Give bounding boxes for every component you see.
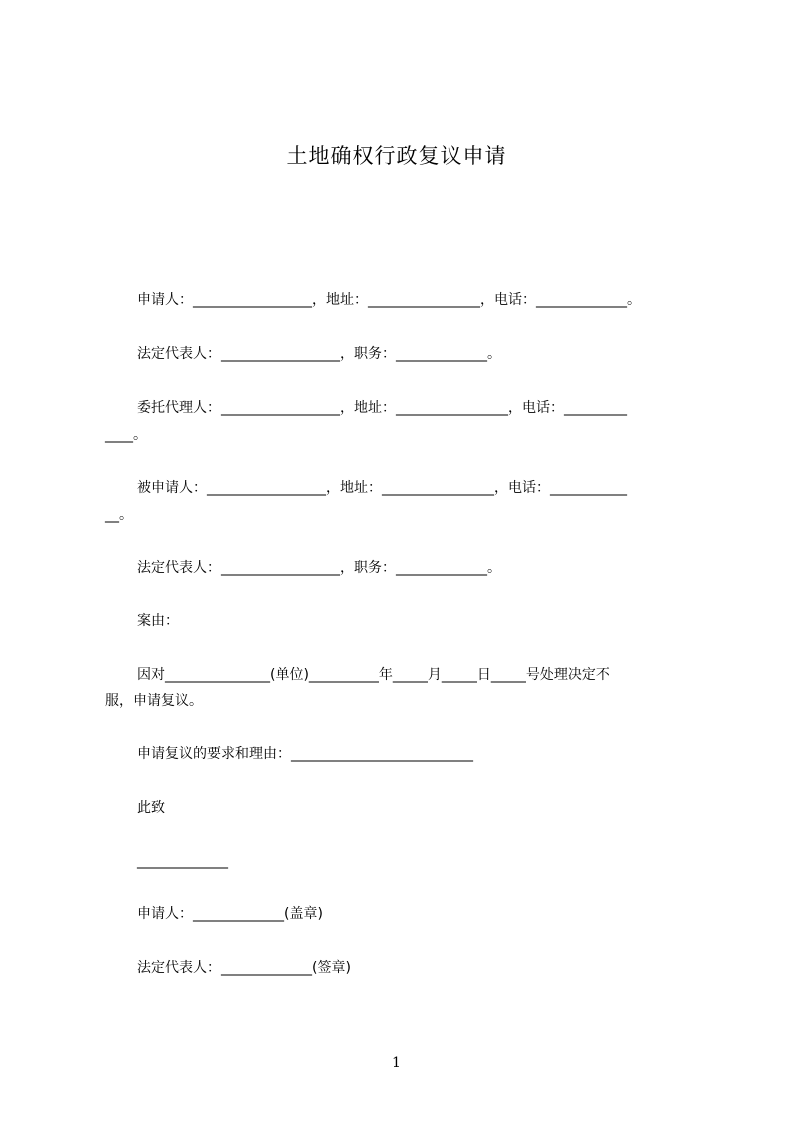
addressee-blank: _____________ — [137, 853, 228, 869]
applicant-line: 申请人：_________________，地址：________________，电话：_____________。 — [137, 292, 641, 308]
legal-representative-line: 法定代表人：_________________，职务：_____________。 — [137, 346, 501, 362]
decision-line: 因对_______________(单位)__________年_____月_____日_____号处理决定不 — [137, 667, 610, 683]
respondent-line: 被申请人：_________________，地址：________________，电话：___________ — [137, 480, 627, 496]
case-cause-label: 案由： — [137, 613, 179, 629]
legal-representative-signature-line: 法定代表人：_____________(签章) — [137, 960, 351, 976]
document-title: 土地确权行政复议申请 — [286, 144, 507, 168]
salutation: 此致 — [137, 800, 165, 816]
respondent-line-continuation: __。 — [105, 507, 133, 523]
page-number: 1 — [392, 1055, 401, 1071]
applicant-seal-line: 申请人：_____________(盖章) — [137, 906, 323, 922]
agent-line-continuation: ____。 — [105, 427, 147, 443]
decision-line-continuation: 服，申请复议。 — [105, 693, 203, 709]
respondent-legal-representative-line: 法定代表人：_________________，职务：_____________。 — [137, 560, 501, 576]
agent-line: 委托代理人：_________________，地址：________________，电话：_________ — [137, 400, 627, 416]
request-reason-line: 申请复议的要求和理由：__________________________ — [137, 746, 473, 762]
